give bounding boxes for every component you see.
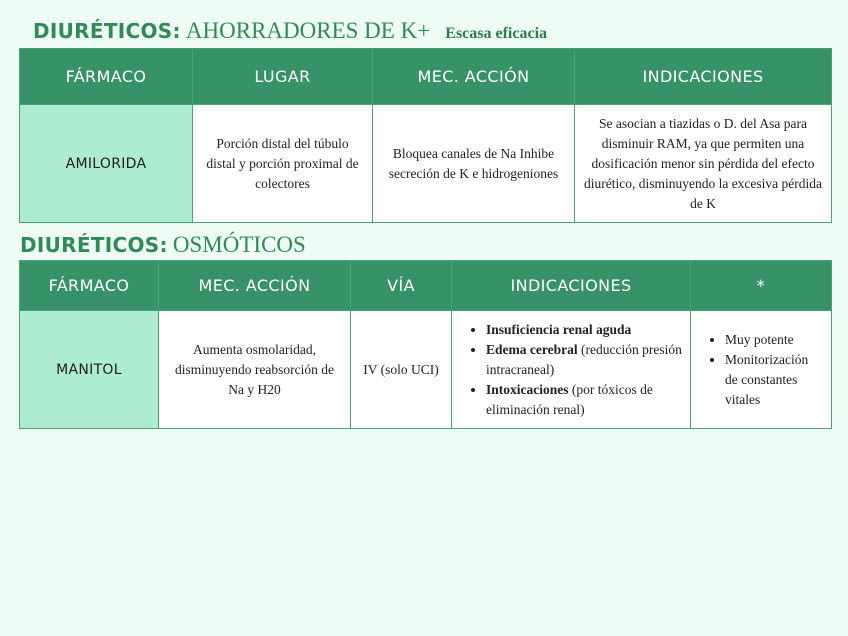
notes-list [703, 330, 823, 410]
list-item [486, 340, 682, 380]
notes-cell [691, 311, 832, 429]
indication-bold: Edema cerebral [486, 341, 578, 357]
header-mec-accion: MEC. ACCIÓN [159, 261, 351, 311]
table-header-row [20, 261, 832, 311]
header-via: VÍA [351, 261, 452, 311]
drug-name: MANITOL [20, 311, 159, 429]
section2-title [20, 233, 306, 256]
mec-accion-cell: Bloquea canales de Na Inhibe secreción de K e hidrogeniones [373, 105, 575, 223]
table-row [20, 105, 832, 223]
indication-rest: (reducción presión intracraneal) [486, 341, 682, 377]
section1-title-subtitle: AHORRADORES DE K+ [185, 18, 431, 43]
section2-title-bold: DIURÉTICOS: [20, 233, 168, 257]
header-indicaciones: INDICACIONES [452, 261, 691, 311]
indicaciones-cell [452, 311, 691, 429]
list-item: • Monitorización de constantes vitales [725, 350, 823, 410]
indication-bold: Insuficiencia renal aguda [486, 321, 632, 337]
indication-bold: Intoxicaciones [486, 381, 569, 397]
section1-title [33, 19, 547, 42]
indicaciones-cell: Se asocian a tiazidas o D. del Asa para disminuir RAM, ya que permiten una dosificación menor sin pérdida del efecto diurético, disminuyendo la excesiva pérdida de K [575, 105, 832, 223]
section1-title-bold: DIURÉTICOS: [33, 19, 181, 43]
list-item: • Muy potente [725, 330, 823, 350]
via-cell: IV (solo UCI) [351, 311, 452, 429]
header-mec-accion: MEC. ACCIÓN [373, 49, 575, 105]
header-farmaco: FÁRMACO [20, 261, 159, 311]
list-item [486, 320, 682, 340]
table-header-row [20, 49, 832, 105]
section1-efficacy-tag: Escasa eficacia [445, 25, 548, 42]
indicaciones-list [464, 320, 682, 420]
osmoticos-table [19, 260, 832, 429]
header-indicaciones: INDICACIONES [575, 49, 832, 105]
header-farmaco: FÁRMACO [20, 49, 193, 105]
indication-rest: (por tóxicos de eliminación renal) [486, 381, 653, 417]
list-item [486, 380, 682, 420]
mec-accion-cell: Aumenta osmolaridad, disminuyendo reabsorción de Na y H20 [159, 311, 351, 429]
header-notes: * [691, 261, 832, 311]
ahorradores-k-table [19, 48, 832, 223]
drug-name: AMILORIDA [20, 105, 193, 223]
lugar-cell: Porción distal del túbulo distal y porción proximal de colectores [193, 105, 373, 223]
table-row [20, 311, 832, 429]
section2-title-subtitle: OSMÓTICOS [172, 232, 306, 257]
header-lugar: LUGAR [193, 49, 373, 105]
